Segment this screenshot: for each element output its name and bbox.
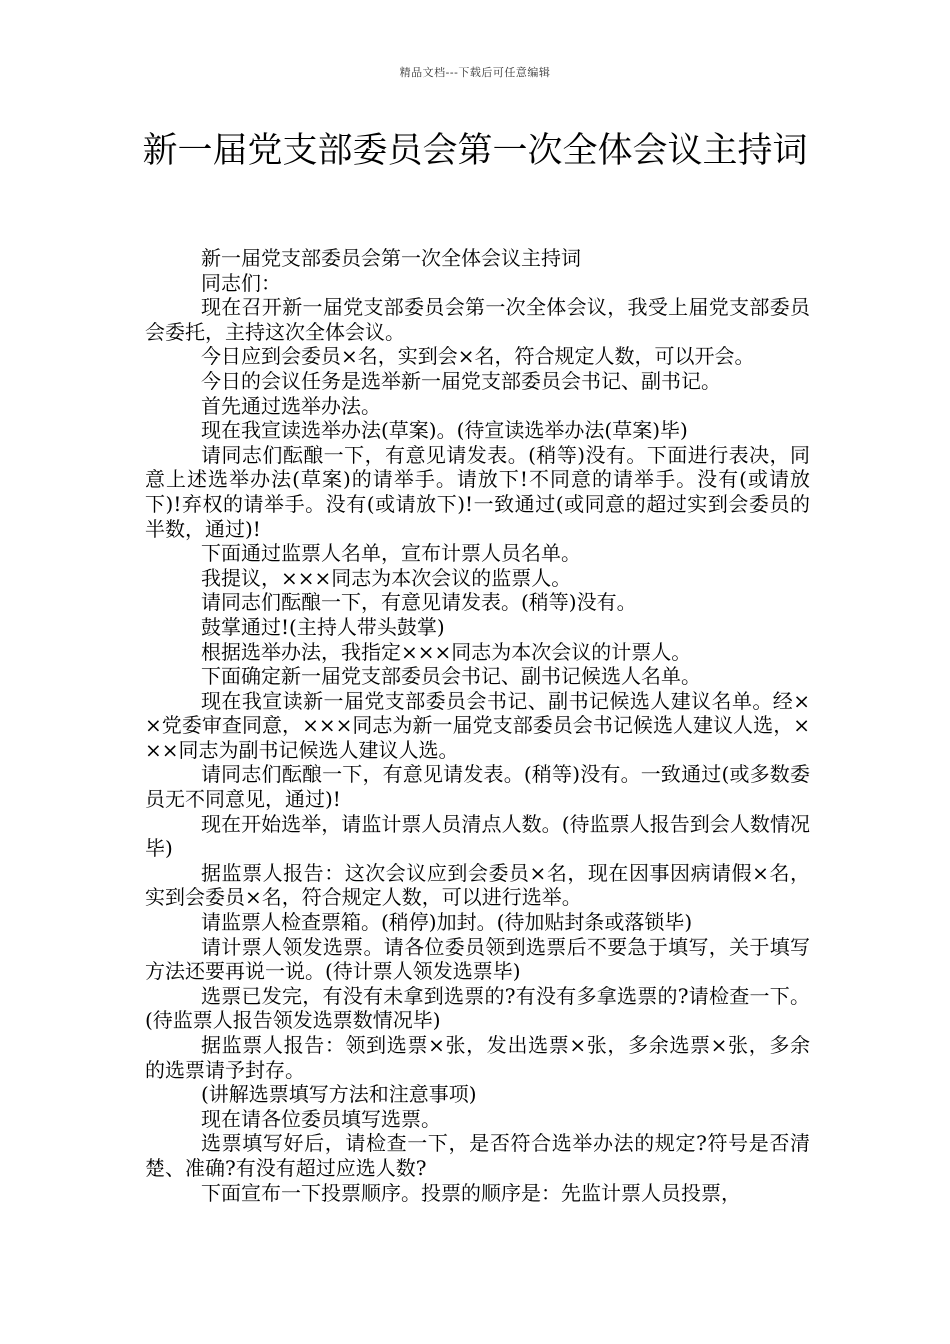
document-title: 新一届党支部委员会第一次全体会议主持词 <box>142 131 808 171</box>
paragraph-salutation: 同志们： <box>201 270 281 295</box>
paragraph: 鼓掌通过!(主持人带头鼓掌) <box>201 614 445 639</box>
paragraph: 据监票人报告：领到选票×张，发出选票×张，多余选票×张，多余的选票请予封存。 <box>145 1033 810 1082</box>
paragraph: 请同志们酝酿一下，有意见请发表。(稍等)没有。 <box>201 590 637 615</box>
paragraph: 下面宣布一下投票顺序。投票的顺序是：先监计票人员投票， <box>201 1180 741 1205</box>
paragraph: 请计票人领发选票。请各位委员领到选票后不要急于填写，关于填写方法还要再说一说。(待计票人领发选票毕) <box>145 934 810 984</box>
page-header-note: 精品文档---下载后可任意编辑 <box>399 66 551 79</box>
paragraph: 我提议，×××同志为本次会议的监票人。 <box>201 565 572 590</box>
paragraph: 选票填写好后，请检查一下，是否符合选举办法的规定?符号是否清楚、准确?有没有超过应选人数? <box>145 1131 810 1180</box>
paragraph: 请同志们酝酿一下，有意见请发表。(稍等)没有。下面进行表决，同意上述选举办法(草案)的请举手。请放下!不同意的请举手。没有(或请放下)!弃权的请举手。没有(或请放下)!一致通过(或同意的超过实到会委员的半数，通过)! <box>145 442 810 541</box>
paragraph: 今日应到会委员×名，实到会×名，符合规定人数，可以开会。 <box>201 344 755 369</box>
paragraph: 请监票人检查票箱。(稍停)加封。(待加贴封条或落锁毕) <box>201 910 693 935</box>
paragraph: 现在开始选举，请监计票人员清点人数。(待监票人报告到会人数情况毕) <box>145 811 810 861</box>
paragraph-subtitle: 新一届党支部委员会第一次全体会议主持词 <box>201 246 581 270</box>
paragraph: (讲解选票填写方法和注意事项) <box>201 1082 477 1107</box>
paragraph: 选票已发完，有没有未拿到选票的?有没有多拿选票的?请检查一下。(待监票人报告领发选票数情况毕) <box>145 983 810 1033</box>
paragraph: 据监票人报告：这次会议应到会委员×名，现在因事因病请假×名，实到会委员×名，符合规定人数，可以进行选举。 <box>145 860 810 910</box>
paragraph: 下面通过监票人名单，宣布计票人员名单。 <box>201 541 581 566</box>
paragraph: 现在我宣读选举办法(草案)。(待宣读选举办法(草案)毕) <box>201 418 688 443</box>
paragraph: 今日的会议任务是选举新一届党支部委员会书记、副书记。 <box>201 368 721 393</box>
document-body <box>145 246 810 1205</box>
paragraph: 请同志们酝酿一下，有意见请发表。(稍等)没有。一致通过(或多数委员无不同意见，通过)! <box>145 762 810 812</box>
paragraph: 下面确定新一届党支部委员会书记、副书记候选人名单。 <box>201 664 701 689</box>
paragraph: 根据选举办法，我指定×××同志为本次会议的计票人。 <box>201 639 692 664</box>
paragraph: 首先通过选举办法。 <box>201 393 381 418</box>
paragraph: 现在召开新一届党支部委员会第一次全体会议，我受上届党支部委员会委托，主持这次全体会议。 <box>145 295 810 344</box>
paragraph: 现在请各位委员填写选票。 <box>201 1106 441 1131</box>
paragraph: 现在我宣读新一届党支部委员会书记、副书记候选人建议名单。经××党委审查同意，×××同志为新一届党支部委员会书记候选人建议人选，×××同志为副书记候选人建议人选。 <box>145 688 810 762</box>
